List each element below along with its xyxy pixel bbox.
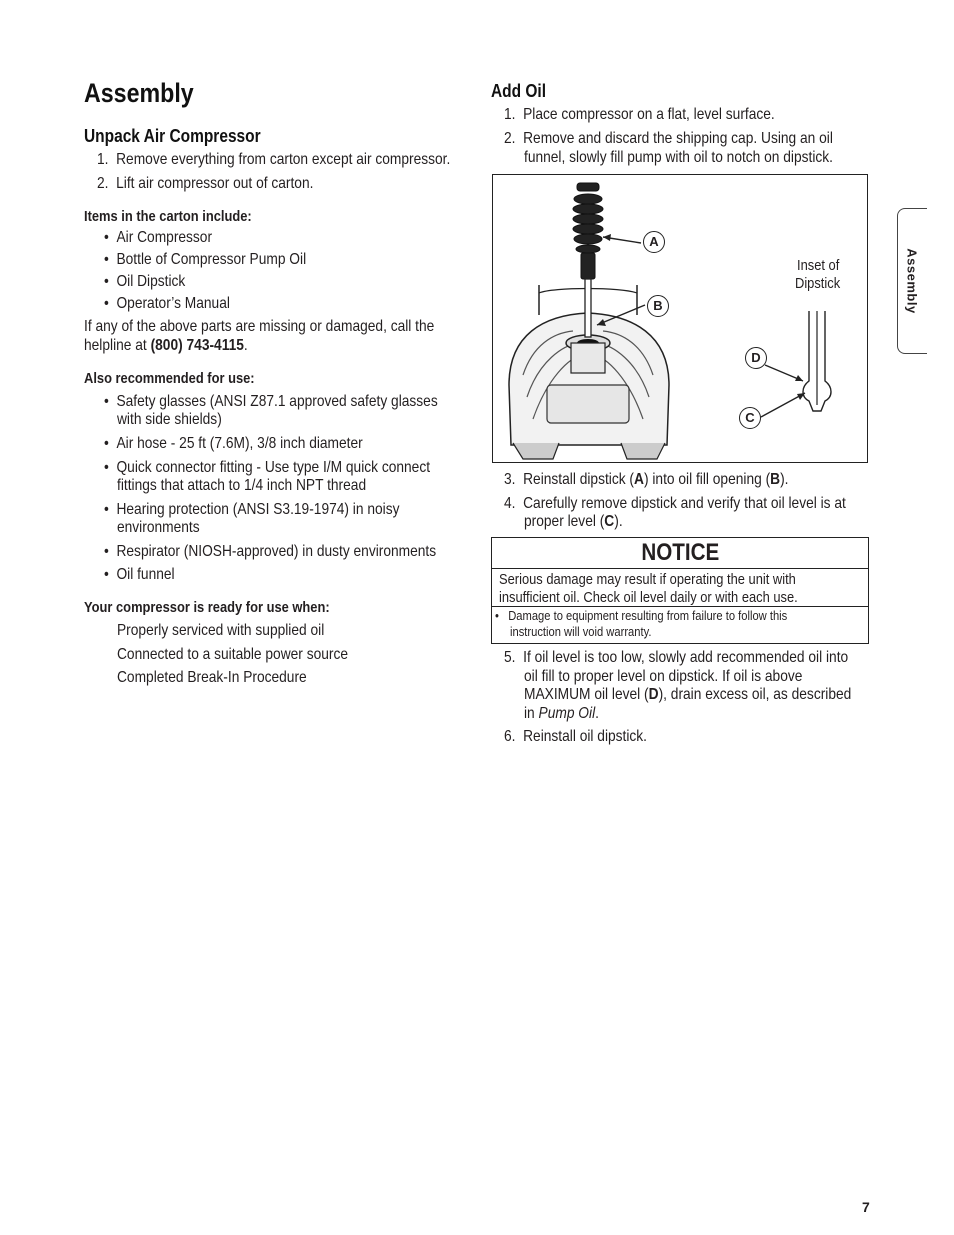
ready-item: Connected to a suitable power source — [117, 646, 349, 663]
inset-caption-line2: Dipstick — [795, 275, 841, 292]
callout-b: B — [647, 295, 669, 317]
recommended-item: • Air hose - 25 ft (7.6M), 3/8 inch diameter — [104, 435, 363, 452]
page-number: 7 — [862, 1199, 870, 1215]
recommended-item: • Hearing protection (ANSI S3.19-1974) in noisy — [104, 501, 400, 518]
add-oil-heading: Add Oil — [491, 81, 547, 101]
ready-item: Properly serviced with supplied oil — [117, 622, 325, 639]
add-oil-step-2: 2. Remove and discard the shipping cap. Using an oil — [504, 130, 833, 147]
inset-caption-line1: Inset of — [797, 257, 840, 274]
callout-a: A — [643, 231, 665, 253]
items-list-item: • Operator’s Manual — [104, 295, 230, 312]
page-title: Assembly — [84, 78, 194, 108]
ready-heading: Your compressor is ready for use when: — [84, 599, 330, 616]
recommended-item: • Respirator (NIOSH-approved) in dusty environments — [104, 543, 437, 560]
unpack-step-1: 1. Remove everything from carton except air compressor. — [97, 151, 451, 168]
add-oil-step-4: 4. Carefully remove dipstick and verify that oil level is at — [504, 495, 846, 512]
notice-text-line1: Serious damage may result if operating the unit with — [499, 571, 796, 588]
unpack-step-2: 2. Lift air compressor out of carton. — [97, 175, 314, 192]
add-oil-step-5: 5. If oil level is too low, slowly add recommended oil into — [504, 649, 849, 666]
add-oil-step-6: 6. Reinstall oil dipstick. — [504, 728, 648, 745]
notice-text-line2: insufficient oil. Check oil level daily or with each use. — [499, 589, 798, 606]
recommended-item: • Quick connector fitting - Use type I/M quick connect — [104, 459, 431, 476]
recommended-item: • Safety glasses (ANSI Z87.1 approved safety glasses — [104, 393, 438, 410]
add-oil-step-5-cont: MAXIMUM oil level (D), drain excess oil, as described — [524, 686, 852, 703]
items-list-item: • Oil Dipstick — [104, 273, 186, 290]
section-side-tab-label: Assembly — [904, 248, 920, 314]
items-heading: Items in the carton include: — [84, 208, 252, 225]
items-list-item: • Air Compressor — [104, 229, 213, 246]
ready-item: Completed Break-In Procedure — [117, 669, 307, 686]
notice-bullet-cont: instruction will void warranty. — [510, 624, 652, 639]
recommended-item-cont: with side shields) — [117, 411, 222, 428]
missing-parts-text: If any of the above parts are missing or damaged, call the — [84, 318, 435, 335]
compressor-illustration — [493, 175, 869, 464]
add-oil-step-2-cont: funnel, slowly fill pump with oil to notch on dipstick. — [524, 149, 833, 166]
notice-bullet: • Damage to equipment resulting from failure to follow this — [495, 608, 788, 623]
notice-title: NOTICE — [492, 538, 868, 569]
recommended-heading: Also recommended for use: — [84, 370, 255, 387]
recommended-item-cont: environments — [117, 519, 200, 536]
unpack-heading: Unpack Air Compressor — [84, 126, 261, 146]
recommended-item: • Oil funnel — [104, 566, 175, 583]
callout-c: C — [739, 407, 761, 429]
add-oil-step-1: 1. Place compressor on a flat, level surface. — [504, 106, 775, 123]
add-oil-step-4-cont: proper level (C). — [524, 513, 623, 530]
notice-box — [491, 537, 869, 644]
helpline-phone: (800) 743-4115 — [150, 337, 244, 354]
dipstick-figure — [492, 174, 868, 463]
helpline-text: helpline at (800) 743-4115. — [84, 337, 248, 354]
items-list-item: • Bottle of Compressor Pump Oil — [104, 251, 307, 268]
recommended-item-cont: fittings that attach to 1/4 inch NPT thread — [117, 477, 367, 494]
add-oil-step-5-cont: in Pump Oil. — [524, 705, 599, 722]
add-oil-step-3: 3. Reinstall dipstick (A) into oil fill opening (B). — [504, 471, 789, 488]
notice-divider — [492, 606, 868, 607]
callout-d: D — [745, 347, 767, 369]
add-oil-step-5-cont: oil fill to proper level on dipstick. If oil is above — [524, 668, 803, 685]
